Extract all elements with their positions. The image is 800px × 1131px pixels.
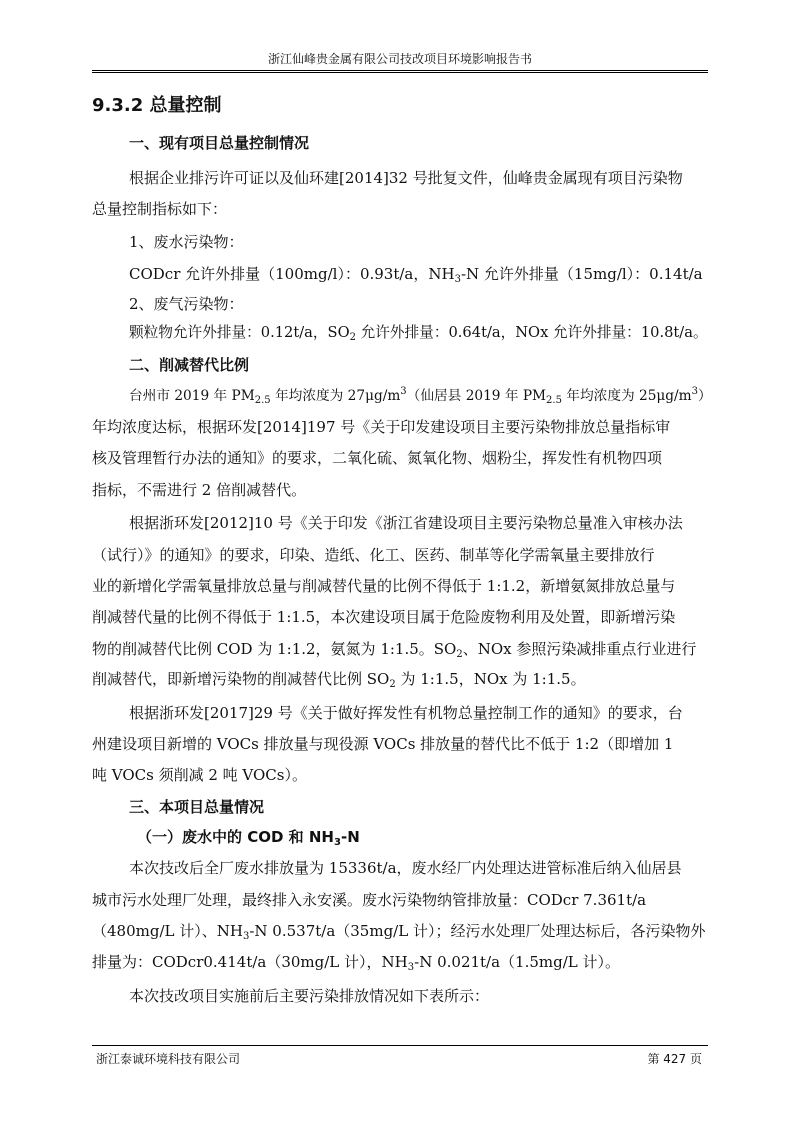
part2-p2-line6 [92, 669, 586, 689]
text-run: 为 1:1.5，NOx 为 1:1.5。 [395, 670, 586, 688]
part2-p1-line3: 核及管理暂行办法的通知》的要求，二氧化硫、氮氧化物、烟粉尘，挥发性有机物四项 [92, 449, 663, 467]
part1-intro-line2: 总量控制指标如下： [92, 200, 228, 218]
section-heading: 9.3.2 总量控制 [92, 95, 222, 116]
subscript: 3 [334, 837, 341, 848]
text-run: ） [697, 388, 712, 404]
part3-heading: 三、本项目总量情况 [129, 798, 265, 816]
subscript: 2 [389, 679, 396, 690]
gas-pollutant-label: 2、废气污染物： [129, 295, 244, 313]
part3-subheading [137, 827, 360, 847]
text-run: 年均浓度为 25μg/m [561, 388, 692, 404]
text-run: -N [340, 828, 360, 846]
text-run: CODcr 允许外排量（100mg/l）：0.93t/a，NH [129, 265, 455, 283]
text-run: （仙居县 2019 年 PM [406, 388, 547, 404]
part2-p2-line2: （试行）》的通知》的要求，印染、造纸、化工、医药、制革等化学需氧量主要排放行 [92, 546, 655, 564]
part3-p1-line4 [92, 952, 620, 972]
superscript: 3 [400, 386, 407, 397]
text-run: 排量为：CODcr0.414t/a（30mg/L 计），NH [92, 953, 408, 971]
text-run: -N 0.021t/a（1.5mg/L 计）。 [414, 953, 621, 971]
header-rule [92, 70, 708, 71]
water-pollutant-label: 1、废水污染物： [129, 233, 244, 251]
footer-page-number: 第 427 页 [647, 1052, 702, 1066]
part2-p2-line1: 根据浙环发[2012]10 号《关于印发《浙江省建设项目主要污染物总量准入审核办法 [129, 514, 683, 532]
part2-p2-line3: 业的新增化学需氧量排放总量与削减替代量的比例不得低于 1:1.2，新增氨氮排放总量与 [92, 577, 676, 595]
subscript: 2 [456, 649, 463, 660]
part2-p1-line2: 年均浓度达标，根据环发[2014]197 号《关于印发建设项目主要污染物排放总量指标审 [92, 418, 671, 436]
part2-p1-line4: 指标，不需进行 2 倍削减替代。 [92, 481, 307, 499]
part2-p1-line1 [129, 386, 712, 406]
subscript: 3 [454, 274, 461, 285]
text-run: 年均浓度为 27μg/m [270, 388, 401, 404]
subscript: 3 [407, 962, 415, 973]
subscript: 2 [349, 332, 356, 343]
text-run: 颗粒物允许外排量：0.12t/a，SO [129, 324, 350, 341]
part2-heading: 二、削减替代比例 [129, 356, 250, 374]
part2-p3-line1: 根据浙环发[2017]29 号《关于做好挥发性有机物总量控制工作的通知》的要求，台 [129, 704, 683, 722]
page-header: 浙江仙峰贵金属有限公司技改项目环境影响报告书 [267, 52, 532, 66]
footer-rule [92, 1045, 708, 1046]
part1-heading: 一、现有项目总量控制情况 [129, 134, 310, 152]
text-run: -N 允许外排量（15mg/l）：0.14t/a [460, 265, 703, 283]
part2-p2-line5 [92, 639, 696, 659]
subscript: 2.5 [254, 395, 271, 406]
text-run: 物的削减替代比例 COD 为 1:1.2，氨氮为 1:1.5。SO [92, 640, 457, 658]
part3-p2-line1: 本次技改项目实施前后主要污染排放情况如下表所示： [129, 987, 490, 1005]
subscript: 2.5 [546, 395, 562, 406]
text-run: （480mg/L 计）、NH [92, 922, 243, 940]
part2-p3-line2: 州建设项目新增的 VOCs 排放量与现役源 VOCs 排放量的替代比不低于 1:2（即增加 1 [92, 735, 674, 753]
superscript: 3 [691, 386, 698, 397]
subscript: 3 [242, 931, 250, 942]
part3-p1-line1: 本次技改后全厂废水排放量为 15336t/a，废水经厂内处理达进管标准后纳入仙居县 [129, 859, 682, 877]
text-run: （一）废水中的 COD 和 NH [137, 828, 334, 846]
part2-p3-line3: 吨 VOCs 须削减 2 吨 VOCs）。 [92, 766, 307, 784]
part3-p1-line2: 城市污水处理厂处理，最终排入永安溪。废水污染物纳管排放量：CODcr 7.361t/a [92, 891, 647, 909]
text-run: 、NOx 参照污染减排重点行业进行 [462, 640, 697, 658]
text-run: -N 0.537t/a（35mg/L 计）；经污水处理厂处理达标后，各污染物外 [249, 922, 706, 940]
header-rule-secondary [92, 72, 708, 73]
water-pollutant-limits [129, 264, 703, 284]
part2-p2-line4: 削减替代量的比例不得低于 1:1.5，本次建设项目属于危险废物利用及处置，即新增污染 [92, 608, 676, 626]
text-run: 允许外排量：0.64t/a，NOx 允许外排量：10.8t/a。 [355, 324, 708, 341]
text-run: 削减替代，即新增污染物的削减替代比例 SO [92, 670, 390, 688]
text-run: 台州市 2019 年 PM [129, 388, 255, 404]
gas-pollutant-limits [129, 323, 708, 343]
part1-intro-line1: 根据企业排污许可证以及仙环建[2014]32 号批复文件，仙峰贵金属现有项目污染物 [129, 169, 683, 187]
footer-company: 浙江泰诚环境科技有限公司 [96, 1052, 241, 1066]
part3-p1-line3 [92, 921, 705, 941]
